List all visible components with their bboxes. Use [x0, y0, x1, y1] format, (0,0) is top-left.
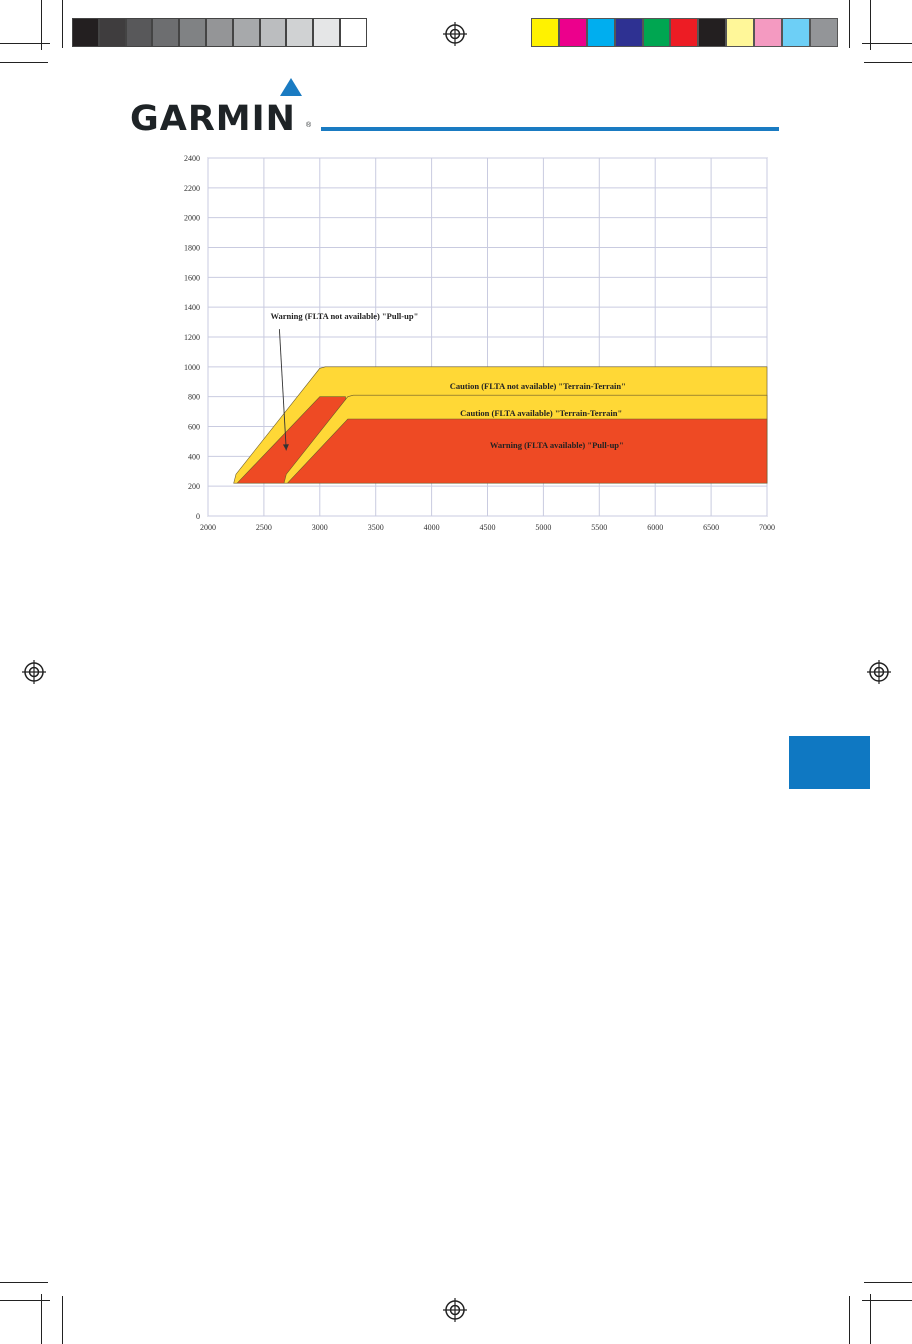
- calibration-swatch: [587, 18, 615, 47]
- logo-registered-mark: ®: [306, 122, 312, 129]
- crop-mark: [41, 0, 42, 50]
- registration-mark-icon: [22, 660, 46, 684]
- crop-mark: [0, 1282, 48, 1283]
- crop-mark: [62, 1296, 63, 1344]
- x-tick-label: 5500: [591, 523, 608, 532]
- x-tick-label: 3000: [311, 523, 328, 532]
- crop-mark: [870, 1294, 871, 1344]
- band-label: Warning (FLTA available) "Pull-up": [489, 440, 624, 451]
- crop-mark: [0, 43, 50, 44]
- crop-mark: [870, 0, 871, 50]
- calibration-swatch: [531, 18, 559, 47]
- x-tick-label: 7000: [759, 523, 775, 532]
- y-tick-label: 1400: [184, 303, 200, 313]
- calibration-swatch: [260, 18, 287, 47]
- y-tick-label: 0: [196, 512, 200, 521]
- chart-canvas: [170, 150, 782, 540]
- y-tick-label: 2000: [184, 213, 200, 223]
- crop-mark: [864, 62, 912, 63]
- calibration-swatch: [698, 18, 726, 47]
- crop-mark: [62, 0, 63, 48]
- x-tick-label: 2000: [200, 523, 216, 532]
- logo-text: GARMIN: [130, 99, 296, 139]
- calibration-swatch: [754, 18, 782, 47]
- y-tick-label: 2200: [184, 183, 200, 193]
- crop-mark: [41, 1294, 42, 1344]
- x-tick-label: 4500: [479, 523, 496, 532]
- calibration-swatch: [726, 18, 754, 47]
- calibration-swatch: [643, 18, 671, 47]
- y-tick-label: 600: [188, 422, 200, 432]
- calibration-swatch: [126, 18, 153, 47]
- crop-mark: [0, 62, 48, 63]
- calibration-swatch: [670, 18, 698, 47]
- calibration-swatch: [152, 18, 179, 47]
- x-tick-label: 4000: [423, 523, 440, 532]
- header-rule: [321, 127, 779, 131]
- y-tick-label: 2400: [184, 154, 200, 163]
- calibration-swatch: [340, 18, 367, 47]
- band-label: Warning (FLTA not available) "Pull-up": [270, 311, 419, 322]
- y-tick-label: 200: [188, 482, 200, 492]
- band-label: Caution (FLTA available) "Terrain-Terrain": [460, 408, 623, 419]
- color-calibration-bar: [531, 18, 838, 47]
- y-tick-label: 1000: [184, 362, 200, 372]
- y-tick-label: 1800: [184, 243, 200, 253]
- calibration-swatch: [179, 18, 206, 47]
- calibration-swatch: [99, 18, 126, 47]
- crop-mark: [0, 1300, 50, 1301]
- calibration-swatch: [559, 18, 587, 47]
- calibration-swatch: [782, 18, 810, 47]
- alert-band-area: [287, 419, 767, 483]
- section-tab: [789, 736, 870, 789]
- grayscale-calibration-bar: [72, 18, 367, 47]
- y-tick-label: 800: [188, 392, 200, 402]
- crop-mark: [864, 1282, 912, 1283]
- crop-mark: [849, 0, 850, 48]
- band-label: Caution (FLTA not available) "Terrain-Terrain": [449, 381, 626, 392]
- registration-mark-icon: [867, 660, 891, 684]
- x-tick-label: 3500: [367, 523, 384, 532]
- x-tick-label: 5000: [535, 523, 552, 532]
- x-tick-label: 6500: [703, 523, 720, 532]
- x-tick-label: 2500: [255, 523, 272, 532]
- calibration-swatch: [810, 18, 838, 47]
- calibration-swatch: [233, 18, 260, 47]
- y-tick-label: 1200: [184, 333, 200, 342]
- crop-mark: [849, 1296, 850, 1344]
- terrain-alert-chart: [170, 150, 782, 540]
- x-tick-label: 6000: [647, 523, 664, 532]
- calibration-swatch: [313, 18, 340, 47]
- registration-mark-icon: [443, 22, 467, 46]
- logo-triangle-icon: [280, 78, 302, 96]
- y-tick-label: 400: [188, 452, 200, 462]
- calibration-swatch: [206, 18, 233, 47]
- calibration-swatch: [615, 18, 643, 47]
- registration-mark-icon: [443, 1298, 467, 1322]
- calibration-swatch: [72, 18, 99, 47]
- y-tick-label: 1600: [184, 273, 200, 283]
- calibration-swatch: [286, 18, 313, 47]
